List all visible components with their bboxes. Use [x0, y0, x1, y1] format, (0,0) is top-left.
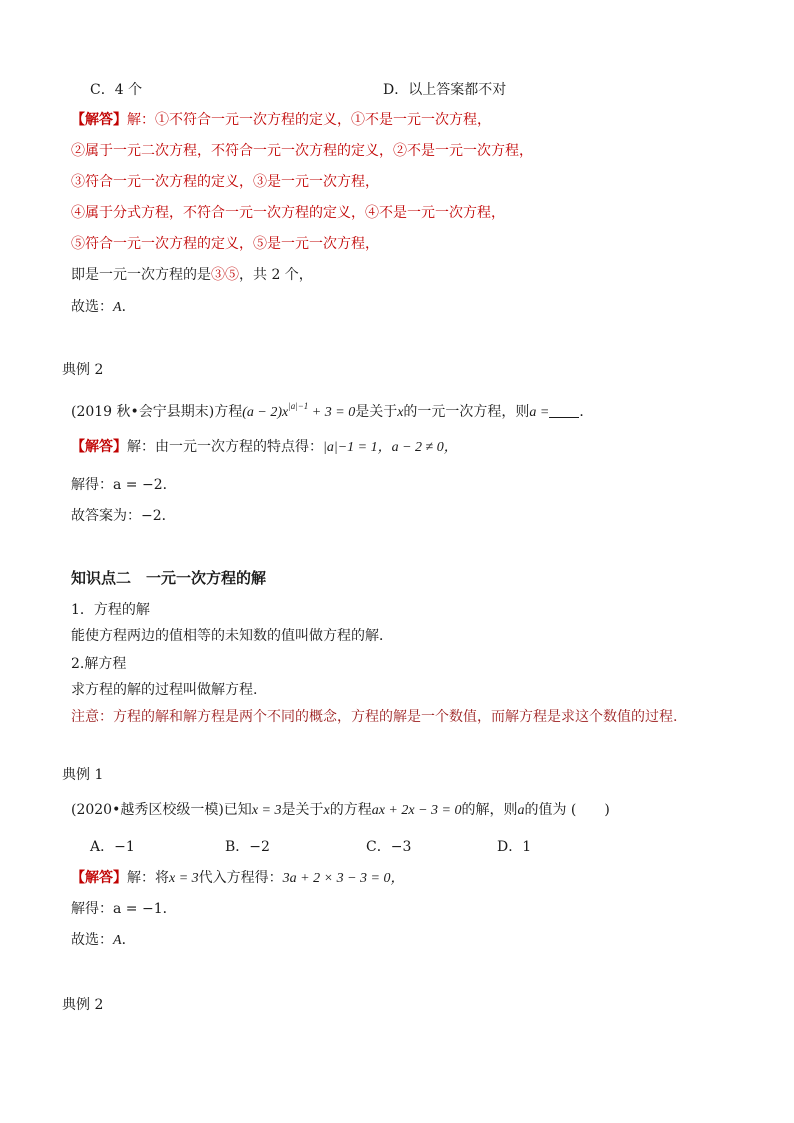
choice-value: A [113, 933, 122, 948]
question-text-3: 的解，则 [461, 802, 518, 818]
question-eq: x = 3 [251, 803, 282, 818]
option-c: C．4 个 [90, 82, 143, 98]
question-target: a = [529, 405, 550, 420]
question-eq-tail: + 3 = 0 [308, 405, 356, 420]
option-a: A．−1 [90, 839, 135, 855]
option-d: D．以上答案都不对 [383, 82, 507, 98]
answer-text: 解：将 [127, 870, 169, 886]
question-var: x [397, 405, 404, 420]
choice-dot: ． [121, 932, 136, 948]
summary-items: ③⑤ [211, 267, 239, 283]
example-2-answer [71, 437, 458, 458]
choice-label: 故选： [71, 932, 113, 948]
answer-summary [71, 265, 313, 285]
answer-line-2: ②属于一元二次方程，不符合一元一次方程的定义，②不是一元一次方程， [71, 143, 533, 159]
option-c: C．−3 [366, 839, 412, 855]
example-2-question [71, 396, 593, 423]
answer-line-3: ③符合一元一次方程的定义，③是一元一次方程， [71, 174, 379, 190]
answer-tag: 【解答】 [71, 439, 127, 455]
summary-count: ，共 2 个， [239, 267, 313, 283]
example-1-solve: 解得：a = −1． [71, 901, 177, 917]
option-d: D．1 [497, 839, 532, 855]
example-2-solve: 解得：a = −2． [71, 477, 177, 493]
answer-text: 解：由一元一次方程的特点得： [127, 439, 323, 455]
example-1-title: 典例 1 [62, 767, 104, 783]
note-text: 注意：方程的解和解方程是两个不同的概念，方程的解是一个数值，而解方程是求这个数值的过程. [71, 709, 678, 725]
question-text-2: 的方程 [329, 802, 372, 818]
answer-choice [71, 297, 136, 318]
choice-value: A [113, 300, 122, 315]
question-var-2: a [517, 803, 525, 818]
answer-tag: 【解答】 [71, 112, 127, 128]
answer-line-1 [71, 110, 491, 130]
question-end: ． [579, 404, 594, 420]
answer-condition: |a|−1 = 1，a − 2 ≠ 0， [323, 440, 458, 455]
example-2-title: 典例 2 [62, 362, 104, 378]
option-b: B．−2 [225, 839, 270, 855]
example-2-final: 故答案为：−2． [71, 508, 176, 524]
example-1-question [71, 800, 610, 821]
subsection-2-title: 2.解方程 [71, 656, 127, 672]
question-eq-base: (a − 2)x [242, 405, 289, 420]
subsection-1-text: 能使方程两边的值相等的未知数的值叫做方程的解． [71, 628, 393, 644]
answer-text: 解：①不符合一元一次方程的定义，①不是一元一次方程， [127, 112, 491, 128]
answer-tag: 【解答】 [71, 870, 127, 886]
choice-dot: ． [121, 299, 136, 315]
question-eq-2: ax + 2x − 3 = 0 [371, 803, 462, 818]
subsection-1-title: 1．方程的解 [71, 602, 150, 618]
answer-text-2: 代入方程得： [198, 870, 283, 886]
summary-text: 即是一元一次方程的是 [71, 267, 211, 283]
example-1-choice [71, 930, 136, 951]
question-var: x [323, 803, 330, 818]
question-text: 是关于 [281, 802, 324, 818]
answer-line-5: ⑤符合一元一次方程的定义，⑤是一元一次方程， [71, 236, 379, 252]
subsection-2-text: 求方程的解的过程叫做解方程. [71, 682, 258, 698]
question-text-2: 的一元一次方程，则 [403, 404, 530, 420]
choice-label: 故选： [71, 299, 113, 315]
answer-line-4: ④属于分式方程，不符合一元一次方程的定义，④不是一元一次方程， [71, 205, 505, 221]
answer-blank [549, 403, 579, 418]
question-text: 是关于 [355, 404, 398, 420]
answer-eq: x = 3 [169, 871, 199, 886]
question-eq-exponent: |a|−1 [288, 401, 309, 411]
question-source: (2020•越秀区校级一模)已知 [71, 802, 252, 818]
question-end: 的值为 ( ) [524, 802, 610, 818]
example-2b-title: 典例 2 [62, 997, 104, 1013]
example-1-answer [71, 868, 404, 889]
section-heading: 知识点二 一元一次方程的解 [71, 569, 267, 587]
answer-eq-2: 3a + 2 × 3 − 3 = 0， [282, 871, 405, 886]
question-source: (2019 秋•会宁县期末)方程 [71, 404, 243, 420]
